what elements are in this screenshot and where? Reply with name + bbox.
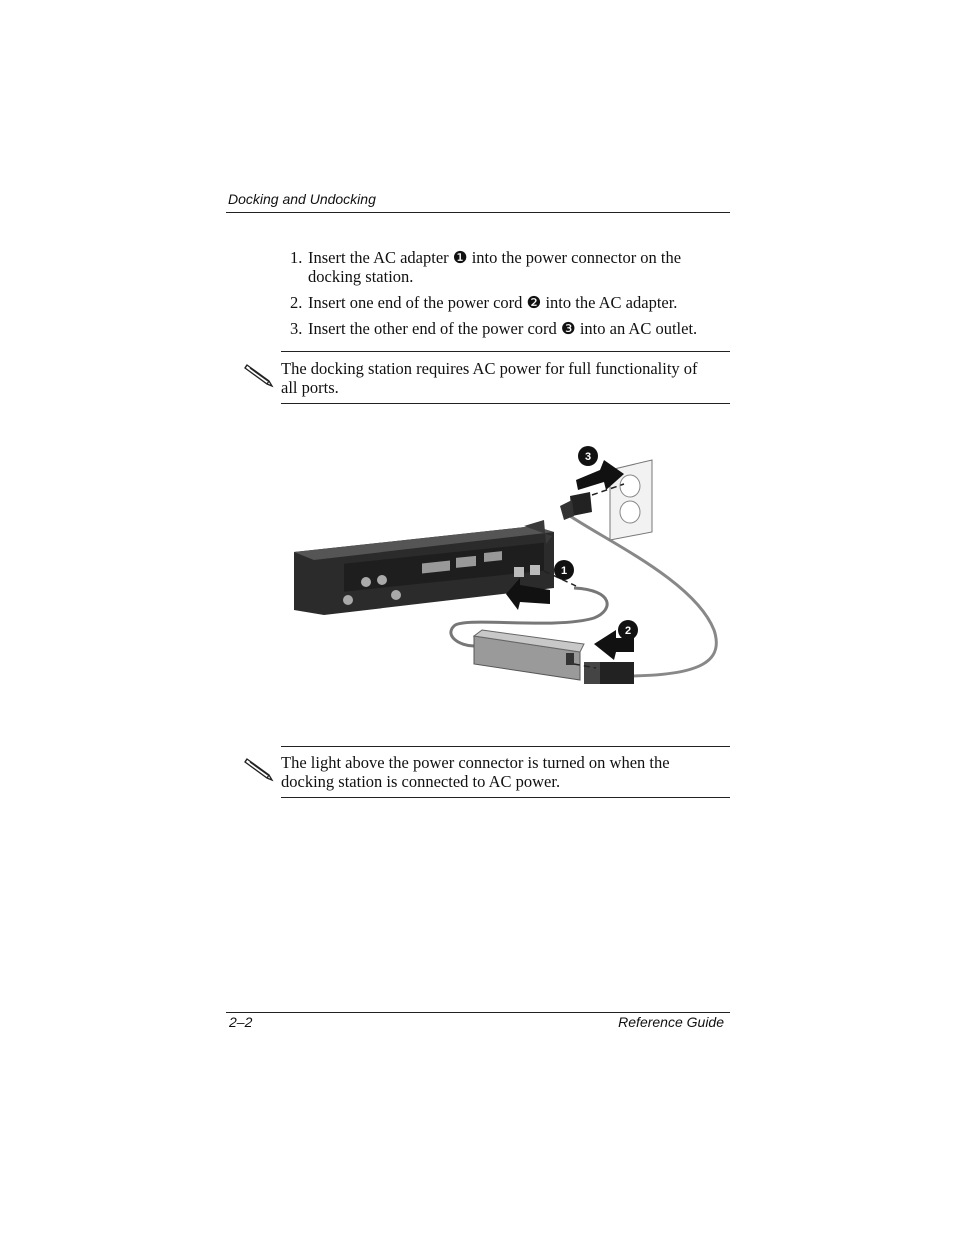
step-item [290, 319, 730, 338]
note-line: The light above the power connector is turned on when the [281, 753, 670, 772]
pencil-note-icon [241, 362, 275, 390]
callout-1 [554, 560, 574, 580]
step-text: Insert one end of the power cord ❷ into the AC adapter. [308, 293, 678, 312]
docking-station-illustration [284, 440, 724, 700]
note-bottom-rule [281, 403, 730, 404]
step-text: Insert the AC adapter ❶ into the power connector on the [308, 248, 682, 267]
note-line: docking station is connected to AC power. [281, 772, 561, 791]
header-rule [226, 212, 730, 213]
note-top-rule [281, 351, 730, 352]
ac-adapter [474, 630, 584, 680]
step-item [290, 248, 730, 286]
step-text-continued: docking station. [308, 267, 414, 286]
step-text: Insert the other end of the power cord ❸ into an AC outlet. [308, 319, 698, 338]
note-line: all ports. [281, 378, 339, 397]
steps-list [290, 248, 730, 345]
running-header: Docking and Undocking [228, 191, 376, 207]
note-line: The docking station requires AC power for full functionality of [281, 359, 698, 378]
note-top-rule [281, 746, 730, 747]
pencil-note-icon [241, 756, 275, 784]
step-number: 1. [290, 248, 303, 267]
footer-book-title: Reference Guide [618, 1014, 724, 1030]
callout-2 [618, 620, 638, 640]
step-number: 2. [290, 293, 303, 312]
power-cord-plug [584, 662, 634, 684]
callout-3 [578, 446, 598, 466]
note-text [281, 753, 730, 791]
note-bottom-rule [281, 797, 730, 798]
callout-2-label: 2 [624, 625, 632, 637]
page-number: 2–2 [229, 1014, 253, 1030]
callout-1-label: 1 [560, 565, 568, 577]
power-cord [564, 512, 716, 676]
step-item [290, 293, 730, 312]
footer-rule [226, 1012, 730, 1013]
step-number: 3. [290, 319, 303, 338]
callout-3-label: 3 [584, 451, 592, 463]
wall-plug [560, 492, 592, 520]
note-text [281, 359, 730, 397]
